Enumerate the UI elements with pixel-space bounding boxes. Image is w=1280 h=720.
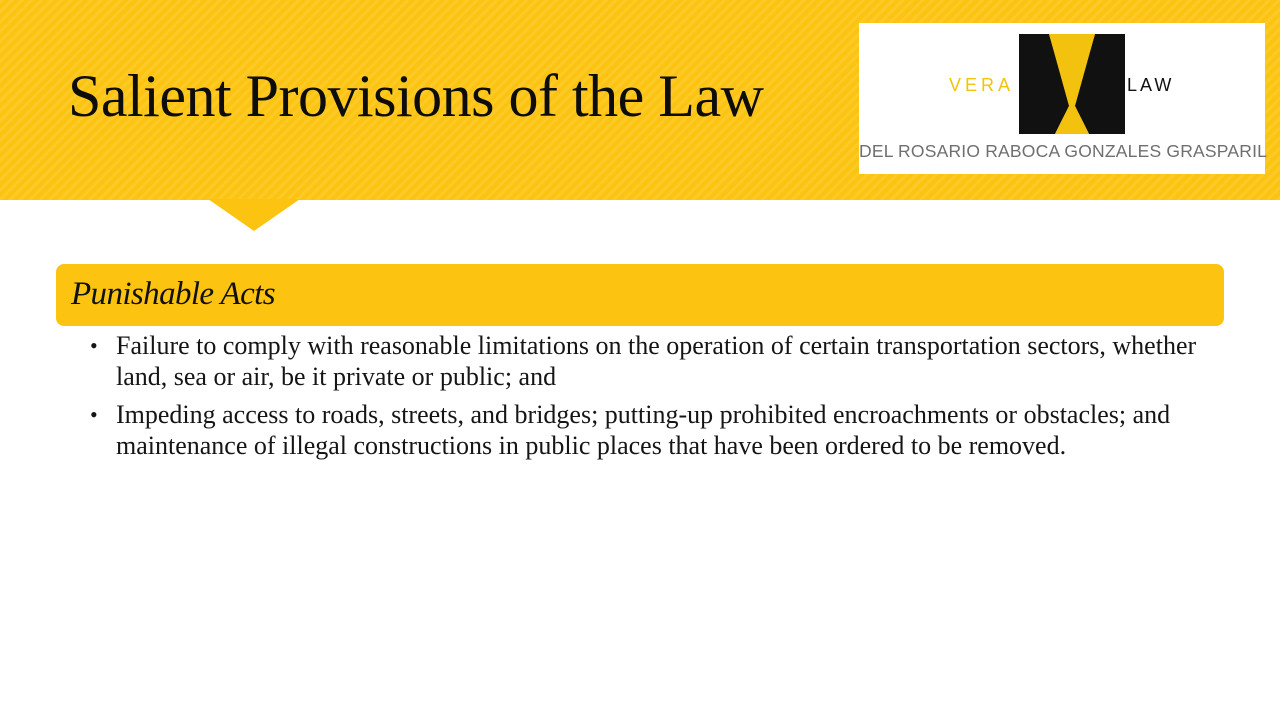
section-heading-bar — [56, 264, 1224, 326]
header-notch — [208, 199, 300, 231]
list-item — [90, 399, 1210, 461]
v-monogram-icon — [1019, 34, 1125, 134]
section-heading: Punishable Acts — [71, 276, 275, 312]
slide-title: Salient Provisions of the Law — [68, 63, 764, 129]
logo-law-text: LAW — [1127, 75, 1175, 95]
logo-vera-text: VERA — [949, 75, 1015, 95]
bullet-text: Failure to comply with reasonable limitations on the operation of certain transportation sectors, whether land, sea or air, be it private or public; and — [116, 331, 1197, 391]
bullet-text: Impeding access to roads, streets, and bridges; putting-up prohibited encroachments or obstacles; and maintenance of illegal constructions in public places that have been ordered to be removed. — [116, 400, 1171, 460]
bullet-icon: • — [90, 333, 98, 358]
logo-firm-name: DEL ROSARIO RABOCA GONZALES GRASPARIL — [859, 141, 1268, 161]
bullet-list — [90, 330, 1210, 468]
vera-law-logo — [859, 23, 1268, 174]
list-item — [90, 330, 1210, 392]
bullet-icon: • — [90, 402, 98, 427]
